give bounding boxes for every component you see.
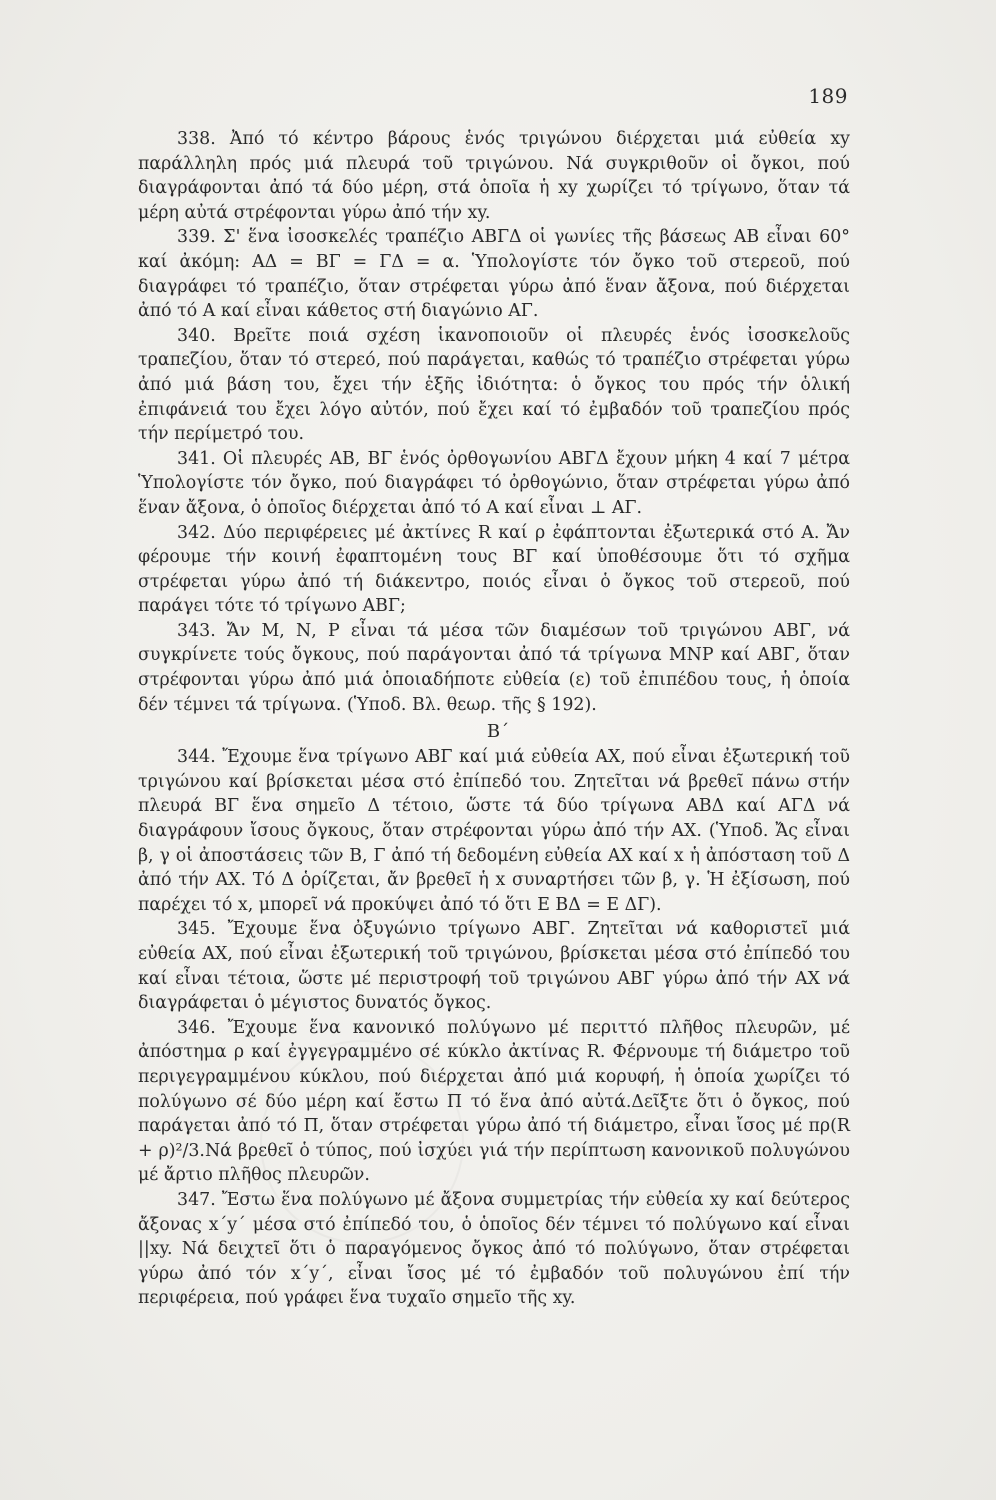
problem-340: 340. Βρεῖτε ποιά σχέση ἱκανοποιοῦν οἱ πλευρές ἑνός ἰσοσκελοῦς τραπεζίου, ὅταν τό στερεό, πού παράγεται, καθώς τό τραπέζιο στρέφεται γύρω ἀπό μιά βάση του, ἔχει τήν ἑξῆς ἰδιότητα: ὁ ὄγκος του πρός τήν ὁλική ἐπιφάνειά του ἔχει λόγο αὐτόν, πού ἔχει καί τό ἐμβαδόν τοῦ τραπεζίου πρός τήν περίμετρό του. <box>138 325 850 445</box>
problem-345: 345. Ἔχουμε ἕνα ὀξυγώνιο τρίγωνο ΑΒΓ. Ζητεῖται νά καθοριστεῖ μιά εὐθεία ΑΧ, πού εἶναι ἐξωτερική τοῦ τριγώνου, βρίσκεται μέσα στό ἐπίπεδό του καί εἶναι τέτοια, ὥστε μέ περιστροφή τοῦ τριγώνου ΑΒΓ γύρω ἀπό τήν ΑΧ νά διαγράφεται ὁ μέγιστος δυνατός ὄγκος. <box>138 919 850 1014</box>
problem-346: 346. Ἔχουμε ἕνα κανονικό πολύγωνο μέ περιττό πλῆθος πλευρῶν, μέ ἀπόστημα ρ καί ἐγγεγραμμένο σέ κύκλο ἀκτίνας R. Φέρνουμε τή διάμετρο τοῦ περιγεγραμμένου κύκλου, πού διέρχεται ἀπό μιά κορυφή, ἡ ὁποία χωρίζει τό πολύγωνο σέ δύο μέρη καί ἔστω Π τό ἕνα ἀπό αὐτά.Δεῖξτε ὅτι ὁ ὄγκος, πού παράγεται ἀπό τό Π, ὅταν στρέφεται γύρω ἀπό τή διάμετρο, εἶναι ἴσος μέ πρ(R + ρ)²/3.Νά βρεθεῖ ὁ τύπος, πού ἰσχύει γιά τήν περίπτωση κανονικοῦ πολυγώνου μέ ἄρτιο πλῆθος πλευρῶν. <box>138 1017 850 1186</box>
problem-list <box>138 127 850 1311</box>
problem-338: 338. Ἀπό τό κέντρο βάρους ἑνός τριγώνου διέρχεται μιά εὐθεία xy παράλληλη πρός μιά πλευρά τοῦ τριγώνου. Νά συγκριθοῦν οἱ ὄγκοι, πού διαγράφονται ἀπό τά δύο μέρη, στά ὁποῖα ἡ xy χωρίζει τό τρίγωνο, ὅταν τά μέρη αὐτά στρέφονται γύρω ἀπό τήν xy. <box>138 129 850 223</box>
problem-341: 341. Οἱ πλευρές ΑΒ, ΒΓ ἑνός ὀρθογωνίου ΑΒΓΔ ἔχουν μήκη 4 καί 7 μέτρα Ὑπολογίστε τόν ὄγκο, πού διαγράφει τό ὀρθογώνιο, ὅταν στρέφεται γύρω ἀπό ἕναν ἄξονα, ὁ ὁποῖος διέρχεται ἀπό τό Α καί εἶναι ⊥ ΑΓ. <box>138 448 850 518</box>
problem-339: 339. Σ' ἕνα ἰσοσκελές τραπέζιο ΑΒΓΔ οἱ γωνίες τῆς βάσεως ΑΒ εἶναι 60° καί ἀκόμη: ΑΔ = ΒΓ = ΓΔ = α. Ὑπολογίστε τόν ὄγκο τοῦ στερεοῦ, πού διαγράφει τό τραπέζιο, ὅταν στρέφεται γύρω ἀπό ἕναν ἄξονα, πού διέρχεται ἀπό τό Α καί εἶναι κάθετος στή διαγώνιο ΑΓ. <box>138 227 850 322</box>
problem-342: 342. Δύο περιφέρειες μέ ἀκτίνες R καί ρ ἐφάπτονται ἐξωτερικά στό Α. Ἄν φέρουμε τήν κοινή ἐφαπτομένη τους ΒΓ καί ὑποθέσουμε ὅτι τό σχῆμα στρέφεται γύρω ἀπό τή διάκεντρο, ποιός εἶναι ὁ ὄγκος τοῦ στερεοῦ, πού παράγει τότε τό τρίγωνο ΑΒΓ; <box>138 522 850 617</box>
section-b-heading: Β΄ <box>486 721 510 743</box>
page-number: 189 <box>808 84 848 108</box>
problem-343: 343. Ἄν Μ, Ν, Ρ εἶναι τά μέσα τῶν διαμέσων τοῦ τριγώνου ΑΒΓ, νά συγκρίνετε τούς ὄγκους, πού παράγονται ἀπό τά τρίγωνα ΜΝΡ καί ΑΒΓ, ὅταν στρέφονται γύρω ἀπό μιά ὁποιαδήποτε εὐθεία (ε) τοῦ ἐπιπέδου τους, ἡ ὁποία δέν τέμνει τά τρίγωνα. (Ὑποδ. Βλ. θεωρ. τῆς § 192). <box>138 620 850 715</box>
problem-347: 347. Ἔστω ἕνα πολύγωνο μέ ἄξονα συμμετρίας τήν εὐθεία xy καί δεύτερος ἄξονας x΄y΄ μέσα στό ἐπίπεδό του, ὁ ὁποῖος δέν τέμνει τό πολύγωνο καί εἶναι ||xy. Νά δειχτεῖ ὅτι ὁ παραγόμενος ὄγκος ἀπό τό πολύγωνο, ὅταν στρέφεται γύρω ἀπό τόν x΄y΄, εἶναι ἴσος μέ τό ἐμβαδόν τοῦ πολυγώνου ἐπί τήν περιφέρεια, πού γράφει ἕνα τυχαῖο σημεῖο τῆς xy. <box>138 1189 850 1309</box>
problem-344: 344. Ἔχουμε ἕνα τρίγωνο ΑΒΓ καί μιά εὐθεία ΑΧ, πού εἶναι ἐξωτερική τοῦ τριγώνου καί βρίσκεται μέσα στό ἐπίπεδό του. Ζητεῖται νά βρεθεῖ πάνω στήν πλευρά ΒΓ ἕνα σημεῖο Δ τέτοιο, ὥστε τά δύο τρίγωνα ΑΒΔ καί ΑΓΔ νά διαγράφουν ἴσους ὄγκους, ὅταν στρέφονται γύρω ἀπό τήν ΑΧ. (Ὑποδ. Ἄς εἶναι β, γ οἱ ἀποστάσεις τῶν Β, Γ ἀπό τή δεδομένη εὐθεία ΑΧ καί x ἡ ἀπόσταση τοῦ Δ ἀπό τήν ΑΧ. Τό Δ ὁρίζεται, ἄν βρεθεῖ ἡ x συναρτήσει τῶν β, γ. Ἡ ἐξίσωση, πού παρέχει τό x, μπορεῖ νά προκύψει ἀπό τό ὅτι Ε ΒΔ = Ε ΔΓ). <box>138 747 850 915</box>
